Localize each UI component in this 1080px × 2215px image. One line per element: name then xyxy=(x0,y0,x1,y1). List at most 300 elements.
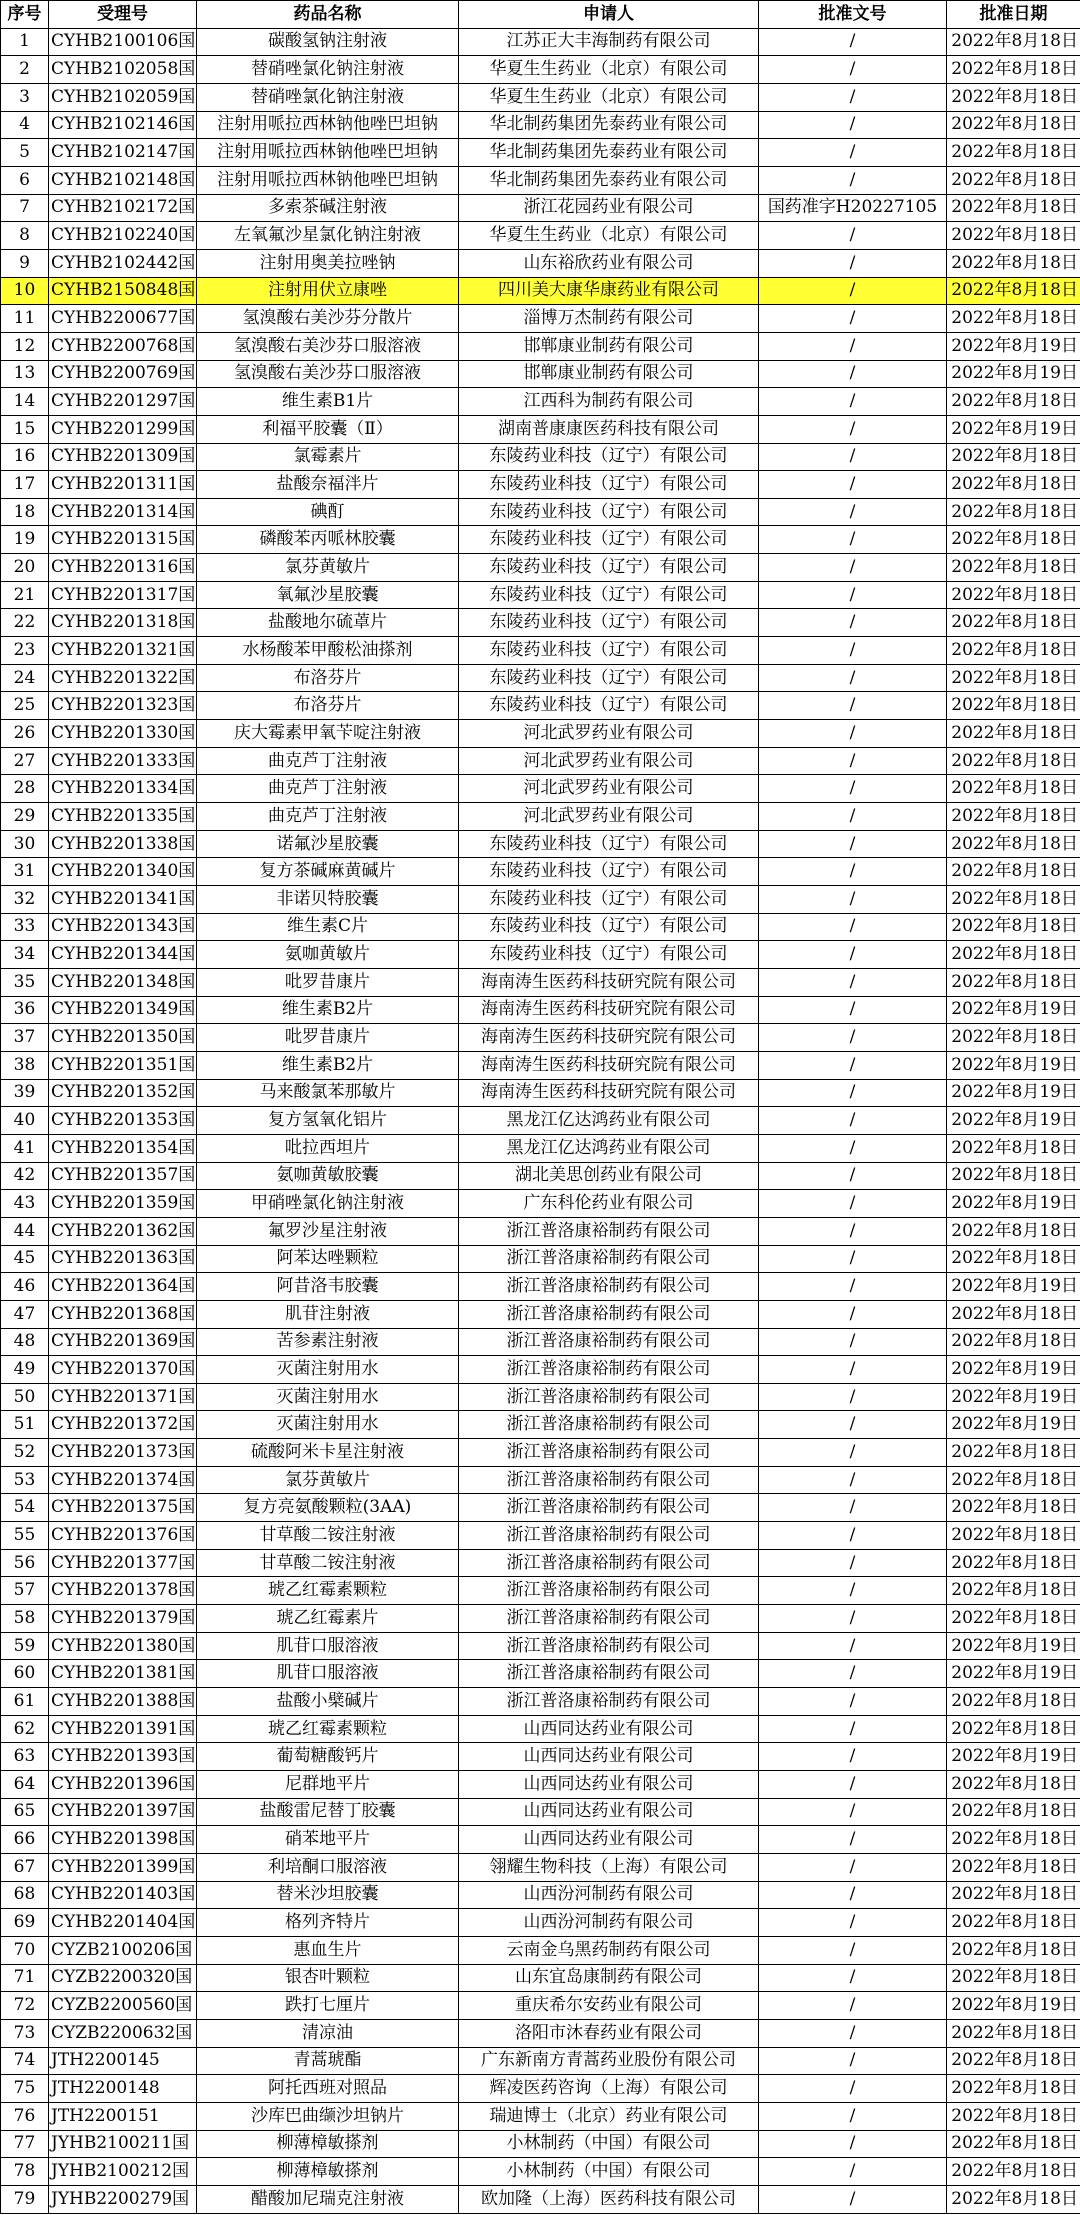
cell-applicant: 海南涛生医药科技研究院有限公司 xyxy=(459,1079,759,1107)
cell-row-index: 25 xyxy=(1,692,49,720)
cell-applicant: 浙江普洛康裕制药有限公司 xyxy=(459,1300,759,1328)
cell-acceptance-no: CYHB2201316国 xyxy=(49,554,197,582)
cell-acceptance-no: CYHB2201341国 xyxy=(49,886,197,914)
cell-approval-date: 2022年8月18日 xyxy=(947,1466,1080,1494)
table-row xyxy=(1,1522,1080,1550)
cell-applicant: 瑞迪博士（北京）药业有限公司 xyxy=(459,2102,759,2130)
cell-approval-date: 2022年8月19日 xyxy=(947,1660,1080,1688)
cell-applicant: 山东裕欣药业有限公司 xyxy=(459,249,759,277)
table-row xyxy=(1,1383,1080,1411)
cell-row-index: 44 xyxy=(1,1217,49,1245)
cell-applicant: 浙江普洛康裕制药有限公司 xyxy=(459,1466,759,1494)
cell-row-index: 23 xyxy=(1,637,49,665)
cell-acceptance-no: CYHB2102058国 xyxy=(49,56,197,84)
cell-row-index: 68 xyxy=(1,1881,49,1909)
cell-acceptance-no: CYHB2200677国 xyxy=(49,305,197,333)
cell-approval-date: 2022年8月19日 xyxy=(947,332,1080,360)
header-index: 序号 xyxy=(1,1,49,29)
cell-applicant: 东陵药业科技（辽宁）有限公司 xyxy=(459,637,759,665)
cell-approval-no: / xyxy=(759,388,947,416)
table-row xyxy=(1,28,1080,56)
cell-approval-no: / xyxy=(759,360,947,388)
table-row xyxy=(1,1688,1080,1716)
cell-applicant: 辉凌医药咨询（上海）有限公司 xyxy=(459,2075,759,2103)
table-row xyxy=(1,332,1080,360)
cell-row-index: 22 xyxy=(1,609,49,637)
cell-applicant: 四川美大康华康药业有限公司 xyxy=(459,277,759,305)
cell-applicant: 邯郸康业制药有限公司 xyxy=(459,360,759,388)
cell-applicant: 云南金乌黑药制药有限公司 xyxy=(459,1936,759,1964)
cell-applicant: 山西同达药业有限公司 xyxy=(459,1798,759,1826)
cell-approval-date: 2022年8月18日 xyxy=(947,1217,1080,1245)
table-row xyxy=(1,2130,1080,2158)
cell-approval-date: 2022年8月18日 xyxy=(947,830,1080,858)
cell-applicant: 东陵药业科技（辽宁）有限公司 xyxy=(459,498,759,526)
cell-row-index: 54 xyxy=(1,1494,49,1522)
cell-applicant: 河北武罗药业有限公司 xyxy=(459,803,759,831)
cell-approval-date: 2022年8月18日 xyxy=(947,1024,1080,1052)
cell-approval-no: / xyxy=(759,1853,947,1881)
cell-approval-date: 2022年8月18日 xyxy=(947,388,1080,416)
cell-approval-date: 2022年8月18日 xyxy=(947,581,1080,609)
cell-approval-date: 2022年8月18日 xyxy=(947,1853,1080,1881)
cell-approval-date: 2022年8月18日 xyxy=(947,2102,1080,2130)
table-row xyxy=(1,1936,1080,1964)
cell-acceptance-no: CYHB2102146国 xyxy=(49,111,197,139)
cell-applicant: 华夏生生药业（北京）有限公司 xyxy=(459,222,759,250)
cell-approval-date: 2022年8月19日 xyxy=(947,1992,1080,2020)
cell-approval-no: / xyxy=(759,1383,947,1411)
cell-applicant: 浙江花园药业有限公司 xyxy=(459,194,759,222)
cell-drug-name: 琥乙红霉素颗粒 xyxy=(197,1577,459,1605)
cell-approval-no: / xyxy=(759,637,947,665)
cell-acceptance-no: CYHB2201362国 xyxy=(49,1217,197,1245)
cell-approval-no: / xyxy=(759,609,947,637)
cell-approval-date: 2022年8月18日 xyxy=(947,526,1080,554)
cell-approval-date: 2022年8月18日 xyxy=(947,139,1080,167)
cell-approval-no: / xyxy=(759,139,947,167)
cell-applicant: 山西同达药业有限公司 xyxy=(459,1771,759,1799)
cell-acceptance-no: CYHB2201351国 xyxy=(49,1051,197,1079)
cell-applicant: 东陵药业科技（辽宁）有限公司 xyxy=(459,913,759,941)
cell-drug-name: 氟罗沙星注射液 xyxy=(197,1217,459,1245)
cell-approval-no: / xyxy=(759,1549,947,1577)
cell-row-index: 48 xyxy=(1,1328,49,1356)
cell-row-index: 59 xyxy=(1,1632,49,1660)
header-acceptance-no: 受理号 xyxy=(49,1,197,29)
cell-drug-name: 醋酸加尼瑞克注射液 xyxy=(197,2185,459,2213)
table-row xyxy=(1,996,1080,1024)
cell-acceptance-no: CYHB2201299国 xyxy=(49,415,197,443)
cell-acceptance-no: CYHB2201350国 xyxy=(49,1024,197,1052)
cell-approval-no: / xyxy=(759,83,947,111)
cell-drug-name: 氧氟沙星胶囊 xyxy=(197,581,459,609)
cell-drug-name: 非诺贝特胶囊 xyxy=(197,886,459,914)
cell-row-index: 79 xyxy=(1,2185,49,2213)
cell-applicant: 海南涛生医药科技研究院有限公司 xyxy=(459,996,759,1024)
cell-acceptance-no: CYHB2201393国 xyxy=(49,1743,197,1771)
cell-drug-name: 维生素B2片 xyxy=(197,996,459,1024)
cell-row-index: 2 xyxy=(1,56,49,84)
table-row xyxy=(1,609,1080,637)
cell-approval-date: 2022年8月18日 xyxy=(947,747,1080,775)
table-row xyxy=(1,1715,1080,1743)
cell-applicant: 浙江普洛康裕制药有限公司 xyxy=(459,1411,759,1439)
cell-row-index: 65 xyxy=(1,1798,49,1826)
cell-acceptance-no: CYHB2102172国 xyxy=(49,194,197,222)
cell-applicant: 浙江普洛康裕制药有限公司 xyxy=(459,1577,759,1605)
cell-approval-no: / xyxy=(759,858,947,886)
cell-row-index: 41 xyxy=(1,1134,49,1162)
cell-acceptance-no: CYHB2201334国 xyxy=(49,775,197,803)
cell-acceptance-no: CYHB2201340国 xyxy=(49,858,197,886)
cell-drug-name: 替硝唑氯化钠注射液 xyxy=(197,56,459,84)
cell-row-index: 8 xyxy=(1,222,49,250)
cell-acceptance-no: CYHB2201359国 xyxy=(49,1190,197,1218)
cell-acceptance-no: CYHB2201403国 xyxy=(49,1881,197,1909)
cell-approval-no: / xyxy=(759,28,947,56)
cell-applicant: 海南涛生医药科技研究院有限公司 xyxy=(459,968,759,996)
cell-approval-date: 2022年8月18日 xyxy=(947,1328,1080,1356)
cell-row-index: 21 xyxy=(1,581,49,609)
cell-drug-name: 氢溴酸右美沙芬分散片 xyxy=(197,305,459,333)
table-row xyxy=(1,139,1080,167)
cell-approval-date: 2022年8月19日 xyxy=(947,1190,1080,1218)
cell-applicant: 翎耀生物科技（上海）有限公司 xyxy=(459,1853,759,1881)
cell-approval-no: / xyxy=(759,1715,947,1743)
table-row xyxy=(1,2019,1080,2047)
cell-applicant: 浙江普洛康裕制药有限公司 xyxy=(459,1328,759,1356)
cell-approval-date: 2022年8月18日 xyxy=(947,222,1080,250)
cell-acceptance-no: CYHB2201322国 xyxy=(49,664,197,692)
cell-row-index: 56 xyxy=(1,1549,49,1577)
cell-acceptance-no: CYHB2201321国 xyxy=(49,637,197,665)
cell-applicant: 东陵药业科技（辽宁）有限公司 xyxy=(459,858,759,886)
cell-row-index: 7 xyxy=(1,194,49,222)
cell-acceptance-no: CYHB2201357国 xyxy=(49,1162,197,1190)
cell-approval-date: 2022年8月18日 xyxy=(947,1134,1080,1162)
cell-approval-no: / xyxy=(759,1162,947,1190)
table-row xyxy=(1,554,1080,582)
cell-applicant: 山西同达药业有限公司 xyxy=(459,1826,759,1854)
cell-row-index: 43 xyxy=(1,1190,49,1218)
cell-row-index: 52 xyxy=(1,1439,49,1467)
table-row xyxy=(1,1079,1080,1107)
cell-row-index: 26 xyxy=(1,720,49,748)
cell-row-index: 31 xyxy=(1,858,49,886)
cell-acceptance-no: CYHB2201377国 xyxy=(49,1549,197,1577)
cell-applicant: 山西同达药业有限公司 xyxy=(459,1743,759,1771)
cell-row-index: 57 xyxy=(1,1577,49,1605)
cell-row-index: 33 xyxy=(1,913,49,941)
cell-drug-name: 琥乙红霉素颗粒 xyxy=(197,1715,459,1743)
cell-applicant: 山西汾河制药有限公司 xyxy=(459,1909,759,1937)
cell-acceptance-no: CYHB2201317国 xyxy=(49,581,197,609)
cell-drug-name: 庆大霉素甲氧苄啶注射液 xyxy=(197,720,459,748)
cell-acceptance-no: CYHB2201368国 xyxy=(49,1300,197,1328)
cell-applicant: 浙江普洛康裕制药有限公司 xyxy=(459,1273,759,1301)
cell-row-index: 27 xyxy=(1,747,49,775)
cell-row-index: 6 xyxy=(1,166,49,194)
cell-applicant: 华北制药集团先泰药业有限公司 xyxy=(459,111,759,139)
cell-approval-no: / xyxy=(759,1273,947,1301)
table-row xyxy=(1,1024,1080,1052)
cell-approval-no: / xyxy=(759,941,947,969)
cell-row-index: 17 xyxy=(1,471,49,499)
cell-drug-name: 银杏叶颗粒 xyxy=(197,1964,459,1992)
cell-approval-no: / xyxy=(759,1577,947,1605)
cell-approval-no: / xyxy=(759,2019,947,2047)
cell-row-index: 51 xyxy=(1,1411,49,1439)
cell-drug-name: 替米沙坦胶囊 xyxy=(197,1881,459,1909)
cell-drug-name: 沙库巴曲缬沙坦钠片 xyxy=(197,2102,459,2130)
cell-approval-no: 国药准字H20227105 xyxy=(759,194,947,222)
cell-row-index: 46 xyxy=(1,1273,49,1301)
table-row xyxy=(1,664,1080,692)
table-row xyxy=(1,526,1080,554)
cell-drug-name: 柳薄樟敏搽剂 xyxy=(197,2158,459,2186)
cell-approval-no: / xyxy=(759,498,947,526)
cell-acceptance-no: CYZB2200320国 xyxy=(49,1964,197,1992)
cell-approval-no: / xyxy=(759,1964,947,1992)
cell-applicant: 黑龙江亿达鸿药业有限公司 xyxy=(459,1134,759,1162)
cell-row-index: 47 xyxy=(1,1300,49,1328)
cell-applicant: 山东宜岛康制药有限公司 xyxy=(459,1964,759,1992)
cell-row-index: 72 xyxy=(1,1992,49,2020)
cell-drug-name: 苦参素注射液 xyxy=(197,1328,459,1356)
cell-applicant: 江西科为制药有限公司 xyxy=(459,388,759,416)
cell-acceptance-no: CYHB2201372国 xyxy=(49,1411,197,1439)
cell-drug-name: 复方茶碱麻黄碱片 xyxy=(197,858,459,886)
cell-applicant: 江苏正大丰海制药有限公司 xyxy=(459,28,759,56)
cell-row-index: 35 xyxy=(1,968,49,996)
table-row xyxy=(1,1162,1080,1190)
cell-acceptance-no: CYHB2150848国 xyxy=(49,277,197,305)
cell-row-index: 61 xyxy=(1,1688,49,1716)
cell-approval-date: 2022年8月18日 xyxy=(947,803,1080,831)
cell-approval-no: / xyxy=(759,1522,947,1550)
table-row xyxy=(1,1494,1080,1522)
cell-approval-date: 2022年8月18日 xyxy=(947,1688,1080,1716)
cell-acceptance-no: CYHB2201314国 xyxy=(49,498,197,526)
header-drug-name: 药品名称 xyxy=(197,1,459,29)
cell-approval-date: 2022年8月18日 xyxy=(947,913,1080,941)
cell-approval-date: 2022年8月19日 xyxy=(947,1743,1080,1771)
cell-row-index: 63 xyxy=(1,1743,49,1771)
cell-approval-date: 2022年8月19日 xyxy=(947,1107,1080,1135)
cell-approval-no: / xyxy=(759,222,947,250)
cell-row-index: 30 xyxy=(1,830,49,858)
cell-applicant: 河北武罗药业有限公司 xyxy=(459,747,759,775)
cell-acceptance-no: CYHB2201399国 xyxy=(49,1853,197,1881)
cell-approval-no: / xyxy=(759,886,947,914)
cell-acceptance-no: CYHB2201381国 xyxy=(49,1660,197,1688)
cell-applicant: 东陵药业科技（辽宁）有限公司 xyxy=(459,664,759,692)
cell-applicant: 浙江普洛康裕制药有限公司 xyxy=(459,1383,759,1411)
cell-acceptance-no: CYHB2200768国 xyxy=(49,332,197,360)
cell-approval-no: / xyxy=(759,1079,947,1107)
table-row xyxy=(1,1660,1080,1688)
cell-row-index: 66 xyxy=(1,1826,49,1854)
cell-approval-date: 2022年8月19日 xyxy=(947,1411,1080,1439)
table-row xyxy=(1,1605,1080,1633)
cell-acceptance-no: CYHB2201354国 xyxy=(49,1134,197,1162)
cell-acceptance-no: CYHB2201378国 xyxy=(49,1577,197,1605)
cell-acceptance-no: CYZB2200560国 xyxy=(49,1992,197,2020)
cell-row-index: 36 xyxy=(1,996,49,1024)
cell-drug-name: 曲克芦丁注射液 xyxy=(197,803,459,831)
cell-approval-no: / xyxy=(759,1356,947,1384)
cell-acceptance-no: CYHB2201348国 xyxy=(49,968,197,996)
cell-approval-date: 2022年8月18日 xyxy=(947,2130,1080,2158)
cell-acceptance-no: JYHB2100211国 xyxy=(49,2130,197,2158)
cell-approval-date: 2022年8月18日 xyxy=(947,554,1080,582)
cell-approval-date: 2022年8月18日 xyxy=(947,1909,1080,1937)
cell-acceptance-no: CYHB2201388国 xyxy=(49,1688,197,1716)
table-row xyxy=(1,1992,1080,2020)
table-row xyxy=(1,720,1080,748)
cell-acceptance-no: CYHB2201374国 xyxy=(49,1466,197,1494)
table-row xyxy=(1,1549,1080,1577)
cell-approval-date: 2022年8月18日 xyxy=(947,1439,1080,1467)
cell-approval-date: 2022年8月19日 xyxy=(947,1051,1080,1079)
cell-drug-name: 盐酸奈福泮片 xyxy=(197,471,459,499)
cell-approval-no: / xyxy=(759,1688,947,1716)
cell-approval-no: / xyxy=(759,1245,947,1273)
cell-row-index: 55 xyxy=(1,1522,49,1550)
cell-row-index: 42 xyxy=(1,1162,49,1190)
table-row xyxy=(1,1051,1080,1079)
cell-approval-date: 2022年8月19日 xyxy=(947,1273,1080,1301)
table-row xyxy=(1,166,1080,194)
table-row xyxy=(1,1743,1080,1771)
cell-row-index: 58 xyxy=(1,1605,49,1633)
cell-row-index: 45 xyxy=(1,1245,49,1273)
table-row xyxy=(1,2185,1080,2213)
cell-drug-name: 马来酸氯苯那敏片 xyxy=(197,1079,459,1107)
cell-row-index: 28 xyxy=(1,775,49,803)
cell-acceptance-no: CYHB2201353国 xyxy=(49,1107,197,1135)
cell-applicant: 浙江普洛康裕制药有限公司 xyxy=(459,1549,759,1577)
cell-approval-date: 2022年8月19日 xyxy=(947,1383,1080,1411)
cell-approval-date: 2022年8月18日 xyxy=(947,83,1080,111)
cell-approval-date: 2022年8月19日 xyxy=(947,1356,1080,1384)
cell-approval-date: 2022年8月18日 xyxy=(947,692,1080,720)
table-body xyxy=(1,28,1080,2213)
cell-approval-no: / xyxy=(759,1107,947,1135)
cell-drug-name: 灭菌注射用水 xyxy=(197,1411,459,1439)
cell-approval-date: 2022年8月18日 xyxy=(947,2158,1080,2186)
cell-approval-date: 2022年8月18日 xyxy=(947,1605,1080,1633)
table-row xyxy=(1,913,1080,941)
cell-approval-date: 2022年8月19日 xyxy=(947,1079,1080,1107)
cell-applicant: 华北制药集团先泰药业有限公司 xyxy=(459,139,759,167)
cell-approval-date: 2022年8月18日 xyxy=(947,1964,1080,1992)
cell-approval-date: 2022年8月18日 xyxy=(947,471,1080,499)
cell-acceptance-no: CYHB2201311国 xyxy=(49,471,197,499)
cell-approval-date: 2022年8月18日 xyxy=(947,1162,1080,1190)
table-row xyxy=(1,388,1080,416)
cell-applicant: 浙江普洛康裕制药有限公司 xyxy=(459,1522,759,1550)
cell-acceptance-no: JYHB2200279国 xyxy=(49,2185,197,2213)
cell-drug-name: 氨咖黄敏胶囊 xyxy=(197,1162,459,1190)
cell-approval-no: / xyxy=(759,1605,947,1633)
cell-approval-date: 2022年8月18日 xyxy=(947,886,1080,914)
cell-drug-name: 注射用哌拉西林钠他唑巴坦钠 xyxy=(197,139,459,167)
cell-approval-no: / xyxy=(759,471,947,499)
cell-approval-no: / xyxy=(759,2102,947,2130)
cell-row-index: 9 xyxy=(1,249,49,277)
cell-row-index: 70 xyxy=(1,1936,49,1964)
cell-applicant: 浙江普洛康裕制药有限公司 xyxy=(459,1439,759,1467)
cell-acceptance-no: CYHB2100106国 xyxy=(49,28,197,56)
cell-approval-date: 2022年8月18日 xyxy=(947,166,1080,194)
cell-acceptance-no: CYHB2201370国 xyxy=(49,1356,197,1384)
cell-applicant: 浙江普洛康裕制药有限公司 xyxy=(459,1632,759,1660)
cell-approval-no: / xyxy=(759,1743,947,1771)
cell-row-index: 16 xyxy=(1,443,49,471)
table-row xyxy=(1,1964,1080,1992)
table-row xyxy=(1,222,1080,250)
cell-approval-no: / xyxy=(759,415,947,443)
table-row xyxy=(1,803,1080,831)
cell-approval-date: 2022年8月18日 xyxy=(947,637,1080,665)
cell-approval-date: 2022年8月18日 xyxy=(947,498,1080,526)
cell-approval-no: / xyxy=(759,554,947,582)
cell-applicant: 海南涛生医药科技研究院有限公司 xyxy=(459,1024,759,1052)
cell-approval-date: 2022年8月18日 xyxy=(947,111,1080,139)
table-row xyxy=(1,1853,1080,1881)
cell-row-index: 19 xyxy=(1,526,49,554)
cell-row-index: 10 xyxy=(1,277,49,305)
cell-approval-no: / xyxy=(759,1909,947,1937)
cell-applicant: 黑龙江亿达鸿药业有限公司 xyxy=(459,1107,759,1135)
cell-drug-name: 琥乙红霉素片 xyxy=(197,1605,459,1633)
table-row xyxy=(1,1273,1080,1301)
cell-acceptance-no: CYHB2201373国 xyxy=(49,1439,197,1467)
cell-row-index: 14 xyxy=(1,388,49,416)
cell-applicant: 山西同达药业有限公司 xyxy=(459,1715,759,1743)
cell-applicant: 华夏生生药业（北京）有限公司 xyxy=(459,83,759,111)
cell-approval-date: 2022年8月19日 xyxy=(947,360,1080,388)
cell-approval-date: 2022年8月18日 xyxy=(947,1826,1080,1854)
cell-drug-name: 灭菌注射用水 xyxy=(197,1356,459,1384)
cell-applicant: 东陵药业科技（辽宁）有限公司 xyxy=(459,554,759,582)
cell-applicant: 广东新南方青蒿药业股份有限公司 xyxy=(459,2047,759,2075)
table-row xyxy=(1,941,1080,969)
cell-approval-date: 2022年8月18日 xyxy=(947,1549,1080,1577)
cell-approval-no: / xyxy=(759,913,947,941)
table-row xyxy=(1,498,1080,526)
cell-approval-no: / xyxy=(759,830,947,858)
cell-acceptance-no: CYHB2200769国 xyxy=(49,360,197,388)
cell-acceptance-no: CYHB2201380国 xyxy=(49,1632,197,1660)
table-row xyxy=(1,56,1080,84)
cell-drug-name: 惠血生片 xyxy=(197,1936,459,1964)
cell-applicant: 重庆希尔安药业有限公司 xyxy=(459,1992,759,2020)
cell-approval-date: 2022年8月18日 xyxy=(947,1936,1080,1964)
cell-applicant: 淄博万杰制药有限公司 xyxy=(459,305,759,333)
cell-acceptance-no: CYHB2201398国 xyxy=(49,1826,197,1854)
cell-drug-name: 碳酸氢钠注射液 xyxy=(197,28,459,56)
cell-row-index: 76 xyxy=(1,2102,49,2130)
cell-approval-date: 2022年8月18日 xyxy=(947,249,1080,277)
table-row xyxy=(1,471,1080,499)
cell-approval-date: 2022年8月18日 xyxy=(947,941,1080,969)
table-row xyxy=(1,415,1080,443)
cell-drug-name: 曲克芦丁注射液 xyxy=(197,747,459,775)
table-row xyxy=(1,305,1080,333)
